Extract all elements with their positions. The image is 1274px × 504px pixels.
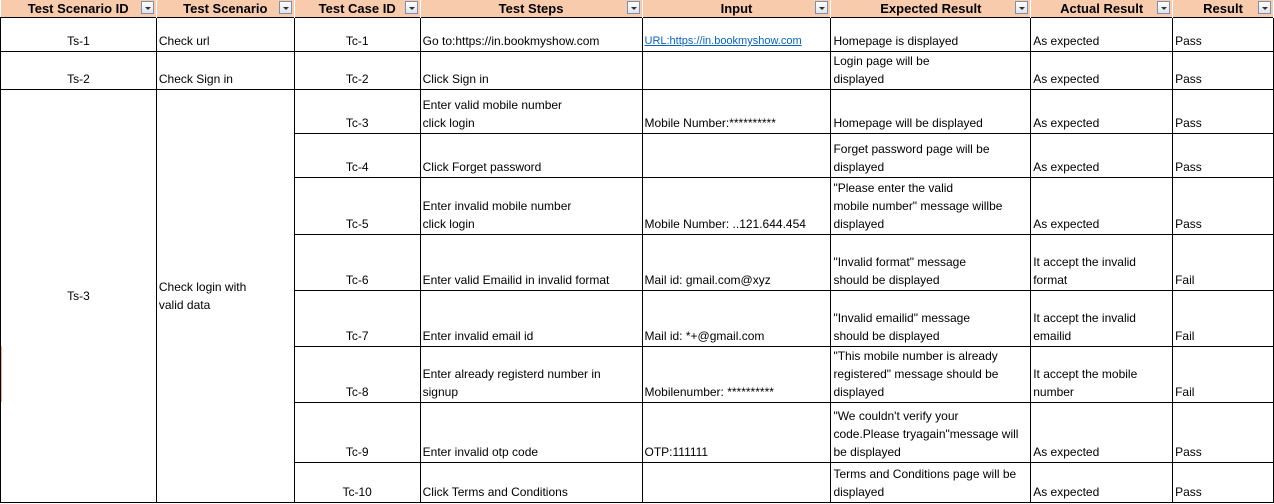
input-cell[interactable] bbox=[642, 18, 831, 52]
column-header-label: Result bbox=[1203, 1, 1243, 16]
case-id-cell[interactable]: Tc-2 bbox=[294, 52, 420, 90]
actual-result-cell[interactable]: As expected bbox=[1031, 52, 1173, 90]
input-cell[interactable] bbox=[642, 134, 831, 178]
input-cell[interactable]: Mobile Number: ..121.644.454 bbox=[642, 178, 831, 235]
result-cell[interactable]: Pass bbox=[1173, 463, 1274, 503]
column-header-test-case-id bbox=[294, 0, 420, 18]
column-header-test-steps bbox=[420, 0, 642, 18]
expected-result-cell[interactable]: Forget password page will be displayed bbox=[831, 134, 1031, 178]
expected-result-cell[interactable]: Terms and Conditions page will be displayed bbox=[831, 463, 1031, 503]
test-steps-cell[interactable]: Enter valid Emailid in invalid format bbox=[420, 235, 642, 291]
test-steps-cell[interactable]: Enter invalid mobile number click login bbox=[420, 178, 642, 235]
expected-result-cell[interactable]: "Invalid emailid" message should be displayed bbox=[831, 291, 1031, 347]
expected-result-cell[interactable]: Homepage will be displayed bbox=[831, 90, 1031, 134]
result-cell[interactable]: Pass bbox=[1173, 403, 1274, 463]
actual-result-cell[interactable]: As expected bbox=[1031, 18, 1173, 52]
expected-result-cell[interactable]: Login page will be displayed bbox=[831, 52, 1031, 90]
input-cell[interactable]: Mobilenumber: ********** bbox=[642, 347, 831, 403]
column-header-expected-result bbox=[831, 0, 1031, 18]
expected-result-cell[interactable]: "Please enter the valid mobile number" message willbe displayed bbox=[831, 178, 1031, 235]
actual-result-cell[interactable]: It accept the invalid emailid bbox=[1031, 291, 1173, 347]
filter-dropdown-icon[interactable] bbox=[1157, 1, 1170, 14]
case-id-cell[interactable]: Tc-10 bbox=[294, 463, 420, 503]
column-header-label: Test Scenario ID bbox=[27, 1, 129, 16]
input-link[interactable]: URL:https://in.bookmyshow.com bbox=[644, 35, 802, 47]
test-steps-cell[interactable]: Enter invalid otp code bbox=[420, 403, 642, 463]
scenario-name-cell[interactable]: Check Sign in bbox=[156, 52, 294, 90]
actual-result-cell[interactable]: As expected bbox=[1031, 403, 1173, 463]
input-cell[interactable] bbox=[642, 52, 831, 90]
case-id-cell[interactable]: Tc-4 bbox=[294, 134, 420, 178]
case-id-cell[interactable]: Tc-9 bbox=[294, 403, 420, 463]
test-steps-cell[interactable]: Click Terms and Conditions bbox=[420, 463, 642, 503]
result-cell[interactable]: Fail bbox=[1173, 235, 1274, 291]
result-cell[interactable]: Pass bbox=[1173, 18, 1274, 52]
filter-dropdown-icon[interactable] bbox=[141, 1, 154, 14]
input-cell[interactable]: Mobile Number:********** bbox=[642, 90, 831, 134]
filter-dropdown-icon[interactable] bbox=[815, 1, 828, 14]
test-steps-cell[interactable]: Enter invalid email id bbox=[420, 291, 642, 347]
scenario-id-cell[interactable]: Ts-3 bbox=[1, 90, 157, 503]
filter-dropdown-icon[interactable] bbox=[1015, 1, 1028, 14]
input-cell[interactable]: OTP:111111 bbox=[642, 403, 831, 463]
case-id-cell[interactable]: Tc-8 bbox=[294, 347, 420, 403]
test-steps-cell[interactable]: Enter valid mobile number click login bbox=[420, 90, 642, 134]
table-row bbox=[1, 18, 1274, 52]
test-steps-cell[interactable]: Enter already registerd number in signup bbox=[420, 347, 642, 403]
table-row bbox=[1, 52, 1274, 90]
filter-dropdown-icon[interactable] bbox=[279, 1, 292, 14]
input-cell[interactable] bbox=[642, 463, 831, 503]
expected-result-cell[interactable]: "We couldn't verify your code.Please tryagain"message will be displayed bbox=[831, 403, 1031, 463]
case-id-cell[interactable]: Tc-7 bbox=[294, 291, 420, 347]
column-header-label: Expected Result bbox=[880, 1, 982, 16]
result-cell[interactable]: Pass bbox=[1173, 134, 1274, 178]
case-id-cell[interactable]: Tc-3 bbox=[294, 90, 420, 134]
scenario-name-cell[interactable]: Check url bbox=[156, 18, 294, 52]
scenario-id-cell[interactable]: Ts-2 bbox=[1, 52, 157, 90]
filter-dropdown-icon[interactable] bbox=[1258, 1, 1271, 14]
expected-result-cell[interactable]: "This mobile number is already registered" message should be displayed bbox=[831, 347, 1031, 403]
column-header-label: Test Steps bbox=[498, 1, 564, 16]
scenario-name-cell[interactable]: Check login with valid data bbox=[156, 90, 294, 503]
actual-result-cell[interactable]: It accept the mobile number bbox=[1031, 347, 1173, 403]
expected-result-cell[interactable]: Homepage is displayed bbox=[831, 18, 1031, 52]
column-header-actual-result bbox=[1031, 0, 1173, 18]
column-header-result bbox=[1173, 0, 1274, 18]
input-cell[interactable]: Mail id: gmail.com@xyz bbox=[642, 235, 831, 291]
column-header-test-scenario-id bbox=[1, 0, 157, 18]
result-cell[interactable]: Fail bbox=[1173, 347, 1274, 403]
expected-result-cell[interactable]: "Invalid format" message should be displayed bbox=[831, 235, 1031, 291]
result-cell[interactable]: Pass bbox=[1173, 52, 1274, 90]
actual-result-cell[interactable]: As expected bbox=[1031, 134, 1173, 178]
column-header-test-scenario bbox=[156, 0, 294, 18]
result-cell[interactable]: Pass bbox=[1173, 90, 1274, 134]
actual-result-cell[interactable]: As expected bbox=[1031, 90, 1173, 134]
input-cell[interactable]: Mail id: *+@gmail.com bbox=[642, 291, 831, 347]
case-id-cell[interactable]: Tc-1 bbox=[294, 18, 420, 52]
case-id-cell[interactable]: Tc-5 bbox=[294, 178, 420, 235]
column-header-label: Test Case ID bbox=[318, 1, 396, 16]
test-steps-cell[interactable]: Click Forget password bbox=[420, 134, 642, 178]
actual-result-cell[interactable]: As expected bbox=[1031, 463, 1173, 503]
column-header-input bbox=[642, 0, 831, 18]
filter-dropdown-icon[interactable] bbox=[627, 1, 640, 14]
actual-result-cell[interactable]: As expected bbox=[1031, 178, 1173, 235]
actual-result-cell[interactable]: It accept the invalid format bbox=[1031, 235, 1173, 291]
filter-dropdown-icon[interactable] bbox=[405, 1, 418, 14]
test-steps-cell[interactable]: Click Sign in bbox=[420, 52, 642, 90]
table-row bbox=[1, 90, 1274, 134]
result-cell[interactable]: Pass bbox=[1173, 178, 1274, 235]
case-id-cell[interactable]: Tc-6 bbox=[294, 235, 420, 291]
scenario-id-cell[interactable]: Ts-1 bbox=[1, 18, 157, 52]
column-header-label: Input bbox=[720, 1, 753, 16]
result-cell[interactable]: Fail bbox=[1173, 291, 1274, 347]
column-header-label: Test Scenario bbox=[183, 1, 268, 16]
header-row bbox=[1, 0, 1274, 18]
test-steps-cell[interactable]: Go to:https://in.bookmyshow.com bbox=[420, 18, 642, 52]
column-header-label: Actual Result bbox=[1060, 1, 1144, 16]
